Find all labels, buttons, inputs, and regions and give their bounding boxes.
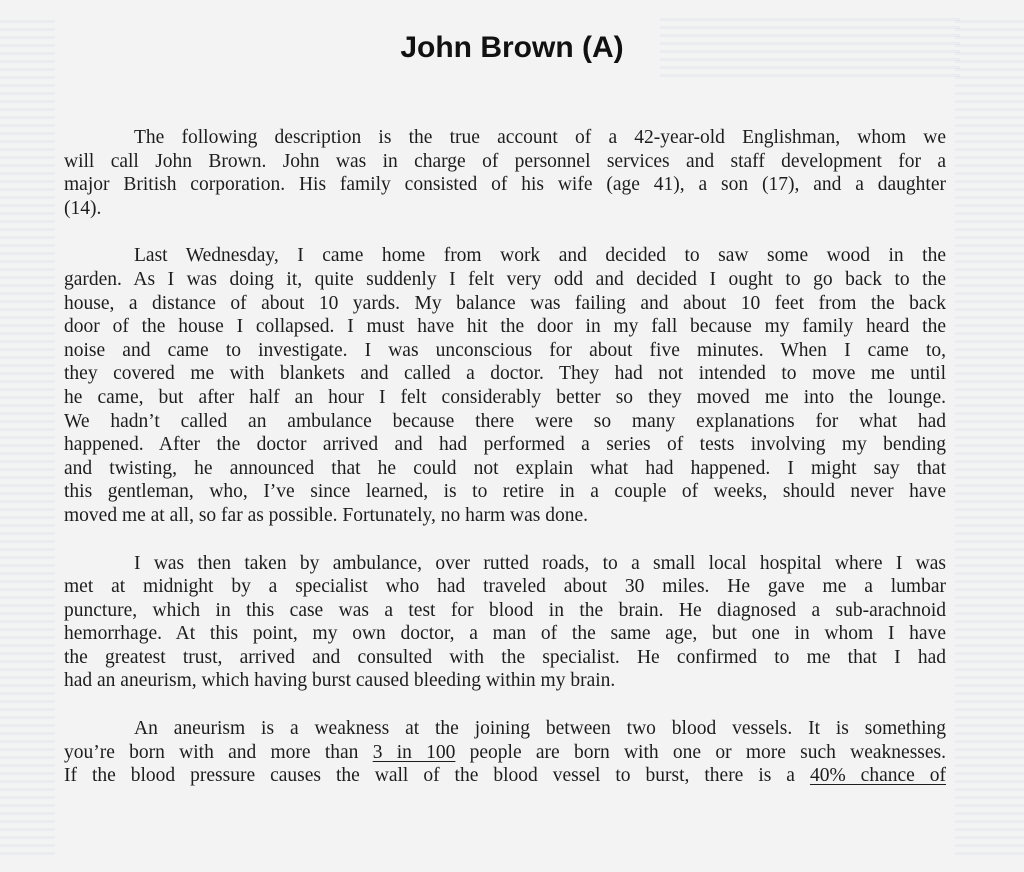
text-line: he came, but after half an hour I felt considerably better so they moved me into the lounge. — [64, 386, 946, 408]
text-line: will call John Brown. John was in charge of personnel services and staff development for a — [64, 150, 946, 172]
paragraph-gap — [64, 220, 946, 244]
text-line: happened. After the doctor arrived and had performed a series of tests involving my bending — [64, 434, 946, 456]
text-line — [64, 741, 946, 765]
text-fragment: you’re born with and more than — [64, 741, 373, 763]
text-line: The following description is the true account of a 42-year-old Englishman, whom we — [134, 127, 946, 148]
underlined-statistic: 3 in 100 — [372, 741, 456, 763]
paragraph-1 — [64, 126, 946, 220]
text-line: door of the house I collapsed. I must have hit the door in my fall because my family heard the — [64, 316, 946, 338]
text-line: garden. As I was doing it, quite suddenly I felt very odd and decided I ought to go back to the — [64, 268, 946, 290]
text-line — [64, 764, 946, 788]
text-line: this gentleman, who, I’ve since learned, is to retire in a couple of weeks, should never have — [64, 481, 946, 503]
text-line: An aneurism is a weakness at the joining between two blood vessels. It is something — [134, 718, 946, 740]
bleed-through-left — [0, 20, 55, 860]
underlined-statistic: 40% chance of — [809, 765, 946, 787]
text-line: met at midnight by a specialist who had traveled about 30 miles. He gave me a lumbar — [64, 576, 946, 598]
document-body — [64, 126, 946, 788]
text-line: Last Wednesday, I came home from work and decided to saw some wood in the — [134, 245, 946, 267]
text-line: had an aneurism, which having burst caused bleeding within my brain. — [64, 670, 616, 692]
paragraph-4 — [64, 717, 946, 788]
paragraph-gap — [64, 528, 946, 552]
text-line: the greatest trust, arrived and consulted with the specialist. He confirmed to me that I had — [64, 646, 946, 668]
text-fragment: If the blood pressure causes the wall of the blood vessel to burst, there is a — [64, 765, 810, 787]
text-line: We hadn’t called an ambulance because there were so many explanations for what had — [64, 410, 946, 432]
text-line: hemorrhage. At this point, my own doctor, a man of the same age, but one in whom I have — [64, 623, 946, 645]
text-line: moved me at all, so far as possible. Fortunately, no harm was done. — [64, 504, 589, 526]
text-line: noise and came to investigate. I was unconscious for about five minutes. When I came to, — [64, 339, 946, 361]
paragraph-2 — [64, 244, 946, 527]
text-fragment: people are born with one or more such weaknesses. — [455, 741, 947, 763]
text-line: I was then taken by ambulance, over rutted roads, to a small local hospital where I was — [134, 552, 946, 574]
text-line: and twisting, he announced that he could not explain what had happened. I might say that — [64, 457, 946, 479]
document-title: John Brown (A) — [400, 31, 624, 64]
text-line: house, a distance of about 10 yards. My balance was failing and about 10 feet from the back — [64, 292, 946, 314]
paragraph-gap — [64, 693, 946, 717]
text-line: (14). — [64, 197, 102, 219]
bleed-through-right — [955, 20, 1024, 860]
text-line: puncture, which in this case was a test for blood in the brain. He diagnosed a sub-arachnoid — [64, 599, 946, 621]
text-line: they covered me with blankets and called a doctor. They had not intended to move me until — [64, 363, 946, 385]
paragraph-3 — [64, 552, 946, 694]
text-line: major British corporation. His family consisted of his wife (age 41), a son (17), and a daughter — [64, 174, 946, 196]
